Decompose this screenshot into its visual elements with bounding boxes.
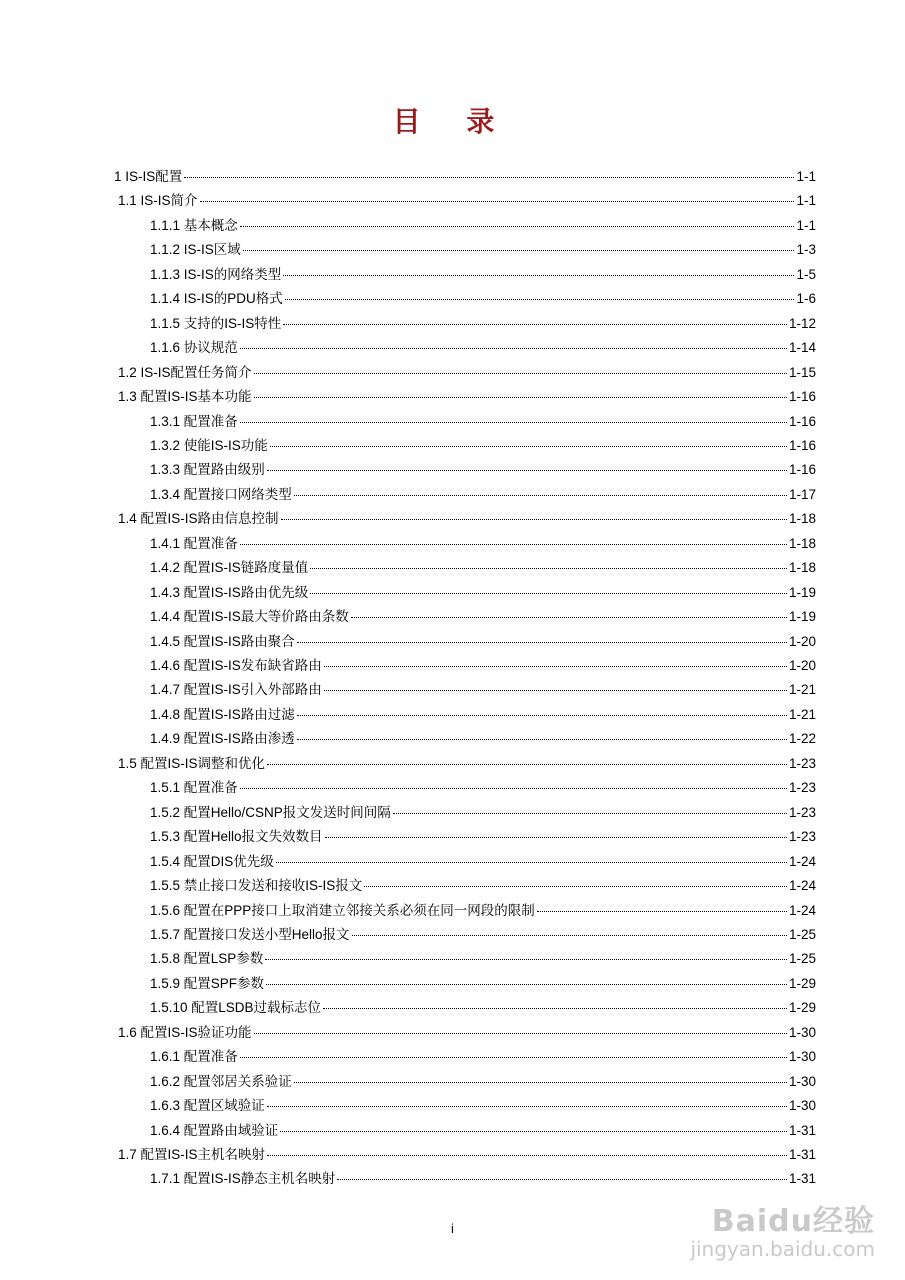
toc-dot-leader [276, 861, 787, 863]
toc-entry-label: 1.4.4 配置IS-IS最大等价路由条数 [150, 609, 349, 625]
toc-entry[interactable] [150, 287, 816, 309]
toc-dot-leader [270, 445, 787, 447]
toc-entry-page: 1-16 [788, 437, 816, 453]
toc-entry-label: 1.3.4 配置接口网络类型 [150, 486, 292, 502]
toc-dot-leader [297, 714, 787, 716]
toc-entry-label: 1.5.1 配置准备 [150, 780, 238, 796]
toc-dot-leader [324, 665, 787, 667]
toc-dot-leader [310, 567, 787, 569]
toc-entry[interactable] [150, 923, 816, 945]
toc-entry[interactable] [150, 1119, 816, 1141]
toc-entry-page: 1-19 [788, 584, 816, 600]
toc-dot-leader [294, 494, 787, 496]
toc-entry-label: 1.4.2 配置IS-IS链路度量值 [150, 560, 309, 576]
toc-dot-leader [267, 763, 787, 765]
toc-entry-page: 1-23 [788, 755, 816, 771]
toc-dot-leader [265, 958, 787, 960]
toc-dot-leader [240, 347, 787, 349]
toc-entry-page: 1-24 [788, 878, 816, 894]
toc-entry[interactable] [118, 385, 816, 407]
toc-entry-page: 1-29 [788, 975, 816, 991]
toc-dot-leader [310, 592, 787, 594]
toc-entry[interactable] [150, 678, 816, 700]
toc-entry-page: 1-6 [796, 291, 816, 307]
toc-entry[interactable] [150, 947, 816, 969]
toc-dot-leader [281, 518, 787, 520]
toc-entry-label: 1.1.4 IS-IS的PDU格式 [150, 291, 283, 307]
toc-entry-page: 1-21 [788, 682, 816, 698]
toc-entry-page: 1-18 [788, 511, 816, 527]
toc-entry[interactable] [150, 1167, 816, 1189]
toc-entry-label: 1.3.2 使能IS-IS功能 [150, 437, 268, 453]
toc-entry-label: 1.5.5 禁止接口发送和接收IS-IS报文 [150, 878, 363, 894]
toc-entry-page: 1-21 [788, 706, 816, 722]
toc-entry-page: 1-3 [796, 242, 816, 258]
toc-dot-leader [285, 298, 795, 300]
toc-entry-label: 1.3 配置IS-IS基本功能 [118, 389, 252, 405]
toc-entry-page: 1-30 [788, 1098, 816, 1114]
toc-dot-leader [351, 616, 787, 618]
toc-entry[interactable] [150, 483, 816, 505]
toc-dot-leader [393, 812, 787, 814]
toc-dot-leader [240, 225, 795, 227]
toc-dot-leader [240, 1056, 787, 1058]
toc-dot-leader [254, 396, 787, 398]
toc-entry-page: 1-16 [788, 462, 816, 478]
toc-entry-label: 1.4.5 配置IS-IS路由聚合 [150, 633, 295, 649]
toc-entry[interactable] [150, 556, 816, 578]
toc-entry[interactable] [150, 996, 816, 1018]
toc-entry[interactable] [118, 507, 816, 529]
toc-entry-label: 1.5 配置IS-IS调整和优化 [118, 755, 266, 771]
toc-entry-label: 1.1.6 协议规范 [150, 340, 238, 356]
toc-entry-page: 1-1 [796, 217, 816, 233]
toc-dot-leader [352, 934, 787, 936]
toc-entry-page: 1-1 [796, 193, 816, 209]
toc-entry-page: 1-31 [788, 1122, 816, 1138]
toc-entry-page: 1-16 [788, 413, 816, 429]
toc-entry[interactable] [150, 1094, 816, 1116]
toc-entry[interactable] [150, 703, 816, 725]
toc-entry-page: 1-31 [788, 1147, 816, 1162]
toc-entry-page: 1-18 [788, 560, 816, 576]
toc-entry[interactable] [150, 532, 816, 554]
toc-entry-page: 1-15 [788, 364, 816, 380]
toc-entry-page: 1-30 [788, 1073, 816, 1089]
toc-entry[interactable] [150, 312, 816, 334]
toc-entry-label: 1.7 配置IS-IS主机名映射 [118, 1147, 266, 1162]
toc-entry[interactable] [150, 238, 816, 260]
toc-entry-page: 1-19 [788, 609, 816, 625]
toc-entry-label: 1.4.8 配置IS-IS路由过滤 [150, 706, 295, 722]
toc-entry-label: 1.3.3 配置路由级别 [150, 462, 265, 478]
toc-entry-page: 1-24 [788, 853, 816, 869]
toc-entry-page: 1-20 [788, 658, 816, 673]
toc-entry[interactable] [118, 752, 816, 774]
toc-entry-label: 1.7.1 配置IS-IS静态主机名映射 [150, 1171, 336, 1187]
toc-entry[interactable] [150, 410, 816, 432]
toc-entry[interactable] [150, 874, 816, 896]
toc-entry-page: 1-14 [788, 340, 816, 356]
toc-dot-leader [254, 372, 787, 374]
toc-entry-label: 1.1.2 IS-IS区域 [150, 242, 241, 258]
toc-entry-label: 1.5.2 配置Hello/CSNP报文发送时间间隔 [150, 804, 391, 820]
toc-entry[interactable] [150, 899, 816, 921]
watermark-url: jingyan.baidu.com [690, 1237, 875, 1261]
toc-entry-page: 1-16 [788, 389, 816, 405]
toc-dot-leader [537, 910, 787, 912]
toc-entry[interactable] [150, 825, 816, 847]
toc-entry[interactable] [118, 1021, 816, 1043]
toc-entry[interactable] [114, 165, 816, 187]
toc-entry-label: 1 IS-IS配置 [114, 169, 183, 184]
watermark [690, 1206, 875, 1260]
toc-entry-label: 1.4.6 配置IS-IS发布缺省路由 [150, 658, 322, 673]
toc-dot-leader [200, 200, 795, 202]
toc-entry-page: 1-12 [788, 315, 816, 331]
toc-entry-page: 1-23 [788, 829, 816, 845]
toc-entry-label: 1.5.3 配置Hello报文失效数目 [150, 829, 323, 845]
toc-entry-page: 1-22 [788, 731, 816, 747]
page-number: i [451, 1221, 454, 1236]
toc-entry-page: 1-1 [796, 169, 816, 184]
toc-entry-label: 1.1.3 IS-IS的网络类型 [150, 266, 282, 282]
toc-dot-leader [297, 738, 787, 740]
toc-entry-label: 1.5.6 配置在PPP接口上取消建立邻接关系必须在同一网段的限制 [150, 902, 535, 918]
toc-entry-page: 1-23 [788, 780, 816, 796]
toc-dot-leader [267, 469, 787, 471]
toc-dot-leader [240, 787, 787, 789]
toc-entry[interactable] [150, 336, 816, 358]
toc-dot-leader [324, 689, 787, 691]
toc-entry-page: 1-31 [788, 1171, 816, 1187]
toc-dot-leader [294, 1081, 787, 1083]
toc-dot-leader [266, 983, 787, 985]
toc-entry[interactable] [118, 189, 816, 211]
toc-entry[interactable] [150, 458, 816, 480]
toc-entry[interactable] [150, 581, 816, 603]
toc-dot-leader [184, 176, 794, 178]
toc-entry-label: 1.1.5 支持的IS-IS特性 [150, 315, 282, 331]
toc-entry-label: 1.4.9 配置IS-IS路由渗透 [150, 731, 295, 747]
toc-entry-page: 1-25 [788, 926, 816, 942]
toc-entry[interactable] [150, 214, 816, 236]
toc-entry-label: 1.5.10 配置LSDB过载标志位 [150, 1000, 322, 1016]
toc-entry-page: 1-17 [788, 486, 816, 502]
toc-entry-label: 1.1 IS-IS简介 [118, 193, 198, 209]
toc-entry-label: 1.6.3 配置区域验证 [150, 1098, 265, 1114]
toc-dot-leader [323, 1007, 787, 1009]
toc-entry[interactable] [150, 972, 816, 994]
toc-entry-label: 1.6.2 配置邻居关系验证 [150, 1073, 292, 1089]
toc-entry-page: 1-5 [796, 266, 816, 282]
toc-entry-label: 1.4.3 配置IS-IS路由优先级 [150, 584, 309, 600]
toc-entry-page: 1-24 [788, 902, 816, 918]
toc-entry[interactable] [150, 1070, 816, 1092]
toc-entry-label: 1.3.1 配置准备 [150, 413, 238, 429]
watermark-logo: Baidu经验 [711, 1204, 875, 1239]
toc-entry-label: 1.6.1 配置准备 [150, 1049, 238, 1065]
toc-entry[interactable] [150, 630, 816, 652]
toc-dot-leader [240, 421, 787, 423]
toc-dot-leader [364, 885, 787, 887]
toc-entry[interactable] [118, 1143, 816, 1165]
toc-entry[interactable] [150, 801, 816, 823]
toc-entry-label: 1.4 配置IS-IS路由信息控制 [118, 511, 279, 527]
toc-dot-leader [280, 1130, 787, 1132]
toc-entry-label: 1.4.7 配置IS-IS引入外部路由 [150, 682, 322, 698]
toc-dot-leader [243, 249, 795, 251]
toc-dot-leader [283, 323, 787, 325]
toc-entry-label: 1.5.4 配置DIS优先级 [150, 853, 274, 869]
toc-entry-page: 1-25 [788, 951, 816, 967]
toc-entry-page: 1-29 [788, 1000, 816, 1016]
toc-entry[interactable] [150, 605, 816, 627]
toc-entry-page: 1-20 [788, 633, 816, 649]
toc-dot-leader [240, 543, 787, 545]
toc-dot-leader [267, 1154, 787, 1156]
toc-entry-label: 1.6 配置IS-IS验证功能 [118, 1024, 252, 1040]
page-title: 目 录 [392, 105, 513, 138]
toc-entry[interactable] [150, 850, 816, 872]
toc-dot-leader [283, 274, 794, 276]
toc-dot-leader [297, 641, 787, 643]
toc-dot-leader [337, 1178, 787, 1180]
toc-entry[interactable] [118, 361, 816, 383]
toc-entry[interactable] [150, 434, 816, 456]
toc-entry-label: 1.1.1 基本概念 [150, 217, 238, 233]
toc-entry-page: 1-23 [788, 804, 816, 820]
toc-entry[interactable] [150, 776, 816, 798]
toc-entry-page: 1-30 [788, 1024, 816, 1040]
toc-entry-label: 1.2 IS-IS配置任务简介 [118, 364, 252, 380]
toc-entry[interactable] [150, 263, 816, 285]
toc-dot-leader [267, 1105, 787, 1107]
toc-entry[interactable] [150, 654, 816, 676]
toc-entry[interactable] [150, 727, 816, 749]
toc-entry-label: 1.5.8 配置LSP参数 [150, 951, 264, 967]
toc-entry-page: 1-30 [788, 1049, 816, 1065]
toc-dot-leader [254, 1032, 787, 1034]
toc-entry-label: 1.6.4 配置路由域验证 [150, 1122, 279, 1138]
toc-dot-leader [325, 836, 787, 838]
toc-entry-label: 1.5.7 配置接口发送小型Hello报文 [150, 926, 350, 942]
toc-entry-label: 1.4.1 配置准备 [150, 535, 238, 551]
toc-entry-label: 1.5.9 配置SPF参数 [150, 975, 265, 991]
toc-entry-page: 1-18 [788, 535, 816, 551]
toc-entry[interactable] [150, 1045, 816, 1067]
